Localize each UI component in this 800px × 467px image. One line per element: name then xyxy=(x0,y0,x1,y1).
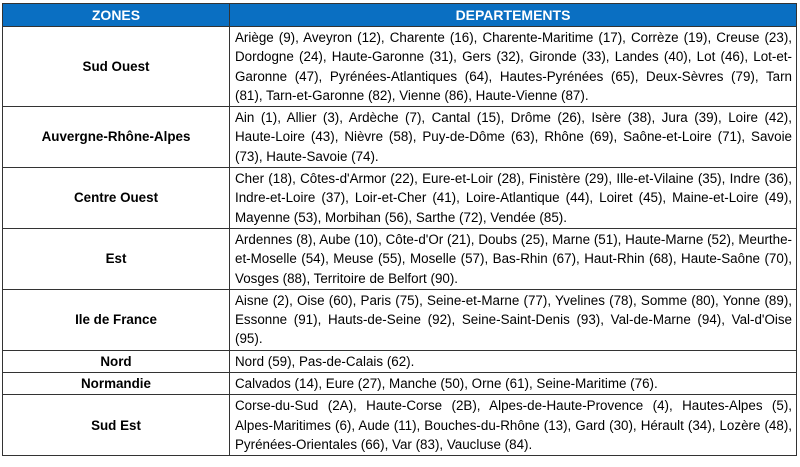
table-row xyxy=(3,373,797,395)
zone-name: Ile de France xyxy=(3,289,230,350)
zone-name: Normandie xyxy=(3,373,230,395)
departements-list: Aisne (2), Oise (60), Paris (75), Seine-et-Marne (77), Yvelines (78), Somme (80), Yonne (89), Essonne (91), Hauts-de-Seine (92), Seine-Saint-Denis (93), Val-de-Marne (94), Val-d'Oise (95). xyxy=(230,289,797,350)
table-row xyxy=(3,350,797,372)
table-row xyxy=(3,228,797,289)
zone-name: Est xyxy=(3,228,230,289)
zone-name: Auvergne-Rhône-Alpes xyxy=(3,107,230,168)
departements-list: Ain (1), Allier (3), Ardèche (7), Cantal (15), Drôme (26), Isère (38), Jura (39), Loire (42), Haute-Loire (43), Nièvre (58), Puy-de-Dôme (63), Rhône (69), Saône-et-Loire (71), Savoie (73), Haute-Savoie (74). xyxy=(230,107,797,168)
table-row xyxy=(3,395,797,456)
zone-name: Centre Ouest xyxy=(3,168,230,229)
departements-list: Ardennes (8), Aube (10), Côte-d'Or (21), Doubs (25), Marne (51), Haute-Marne (52), Meurthe-et-Moselle (54), Meuse (55), Moselle (57), Bas-Rhin (67), Haut-Rhin (68), Haute-Saône (70), Vosges (88), Territoire de Belfort (90). xyxy=(230,228,797,289)
departements-list: Calvados (14), Eure (27), Manche (50), Orne (61), Seine-Maritime (76). xyxy=(230,373,797,395)
departements-list: Cher (18), Côtes-d'Armor (22), Eure-et-Loir (28), Finistère (29), Ille-et-Vilaine (35), Indre (36), Indre-et-Loire (37), Loir-et-Cher (41), Loire-Atlantique (44), Loiret (45), Maine-et-Loire (49), Mayenne (53), Morbihan (56), Sarthe (72), Vendée (85). xyxy=(230,168,797,229)
table-row xyxy=(3,27,797,107)
header-departements: DEPARTEMENTS xyxy=(230,4,797,27)
table-row xyxy=(3,107,797,168)
departements-list: Corse-du-Sud (2A), Haute-Corse (2B), Alpes-de-Haute-Provence (4), Hautes-Alpes (5), Alpes-Maritimes (6), Aude (11), Bouches-du-Rhône (13), Gard (30), Hérault (34), Lozère (48), Pyrénées-Orientales (66), Var (83), Vaucluse (84). xyxy=(230,395,797,456)
header-zones: ZONES xyxy=(3,4,230,27)
zone-name: Sud Est xyxy=(3,395,230,456)
table-row xyxy=(3,168,797,229)
zone-name: Nord xyxy=(3,350,230,372)
zone-name: Sud Ouest xyxy=(3,27,230,107)
departements-list: Nord (59), Pas-de-Calais (62). xyxy=(230,350,797,372)
departements-list: Ariège (9), Aveyron (12), Charente (16), Charente-Maritime (17), Corrèze (19), Creuse (23), Dordogne (24), Haute-Garonne (31), Gers (32), Gironde (33), Landes (40), Lot (46), Lot-et-Garonne (47), Pyrénées-Atlantiques (64), Hautes-Pyrénées (65), Deux-Sèvres (79), Tarn (81), Tarn-et-Garonne (82), Vienne (86), Haute-Vienne (87). xyxy=(230,27,797,107)
header-row xyxy=(3,4,797,27)
table-row xyxy=(3,289,797,350)
zones-table xyxy=(2,3,797,456)
